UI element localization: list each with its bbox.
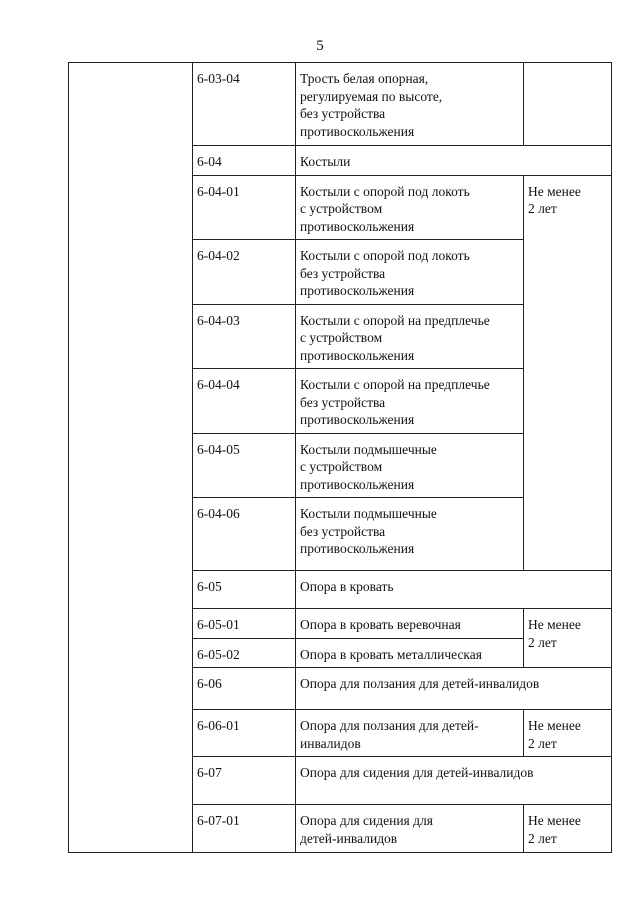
item-term: Не менее 2 лет: [524, 805, 612, 853]
item-code: 6-05-02: [193, 638, 296, 668]
group-name: Опора в кровать: [296, 571, 612, 609]
item-code: 6-04-04: [193, 369, 296, 434]
item-term: Не менее 2 лет: [524, 710, 612, 757]
item-code: 6-04-05: [193, 433, 296, 498]
item-name: Костыли подмышечные без устройства противоскольжения: [296, 498, 524, 571]
item-term: [524, 63, 612, 146]
item-code: 6-06-01: [193, 710, 296, 757]
items-table: [68, 62, 612, 853]
item-name: Костыли подмышечные с устройством противоскольжения: [296, 433, 524, 498]
category-cell: [69, 63, 193, 853]
item-code: 6-04-03: [193, 304, 296, 369]
item-code: 6-07: [193, 757, 296, 805]
item-name: Трость белая опорная, регулируемая по высоте, без устройства противоскольжения: [296, 63, 524, 146]
item-code: 6-04-01: [193, 175, 296, 240]
item-name: Костыли с опорой под локоть с устройством противоскольжения: [296, 175, 524, 240]
item-code: 6-04-02: [193, 240, 296, 305]
item-code: 6-05-01: [193, 609, 296, 639]
page-number: 5: [316, 38, 324, 54]
item-name: Костыли с опорой под локоть без устройства противоскольжения: [296, 240, 524, 305]
item-code: 6-06: [193, 668, 296, 710]
item-name: Костыли с опорой на предплечье с устройством противоскольжения: [296, 304, 524, 369]
item-name: Опора для сидения для детей-инвалидов: [296, 805, 524, 853]
group-name: Костыли: [296, 146, 612, 176]
item-name: Опора для ползания для детей- инвалидов: [296, 710, 524, 757]
item-code: 6-07-01: [193, 805, 296, 853]
item-code: 6-03-04: [193, 63, 296, 146]
item-code: 6-04: [193, 146, 296, 176]
item-term: Не менее 2 лет: [524, 609, 612, 668]
item-name: Костыли с опорой на предплечье без устройства противоскольжения: [296, 369, 524, 434]
item-name: Опора в кровать веревочная: [296, 609, 524, 639]
group-name: Опора для сидения для детей-инвалидов: [296, 757, 612, 805]
item-name: Опора в кровать металлическая: [296, 638, 524, 668]
group-name: Опора для ползания для детей-инвалидов: [296, 668, 612, 710]
table-row: [69, 63, 612, 146]
item-code: 6-04-06: [193, 498, 296, 571]
item-term: Не менее 2 лет: [524, 175, 612, 571]
item-code: 6-05: [193, 571, 296, 609]
